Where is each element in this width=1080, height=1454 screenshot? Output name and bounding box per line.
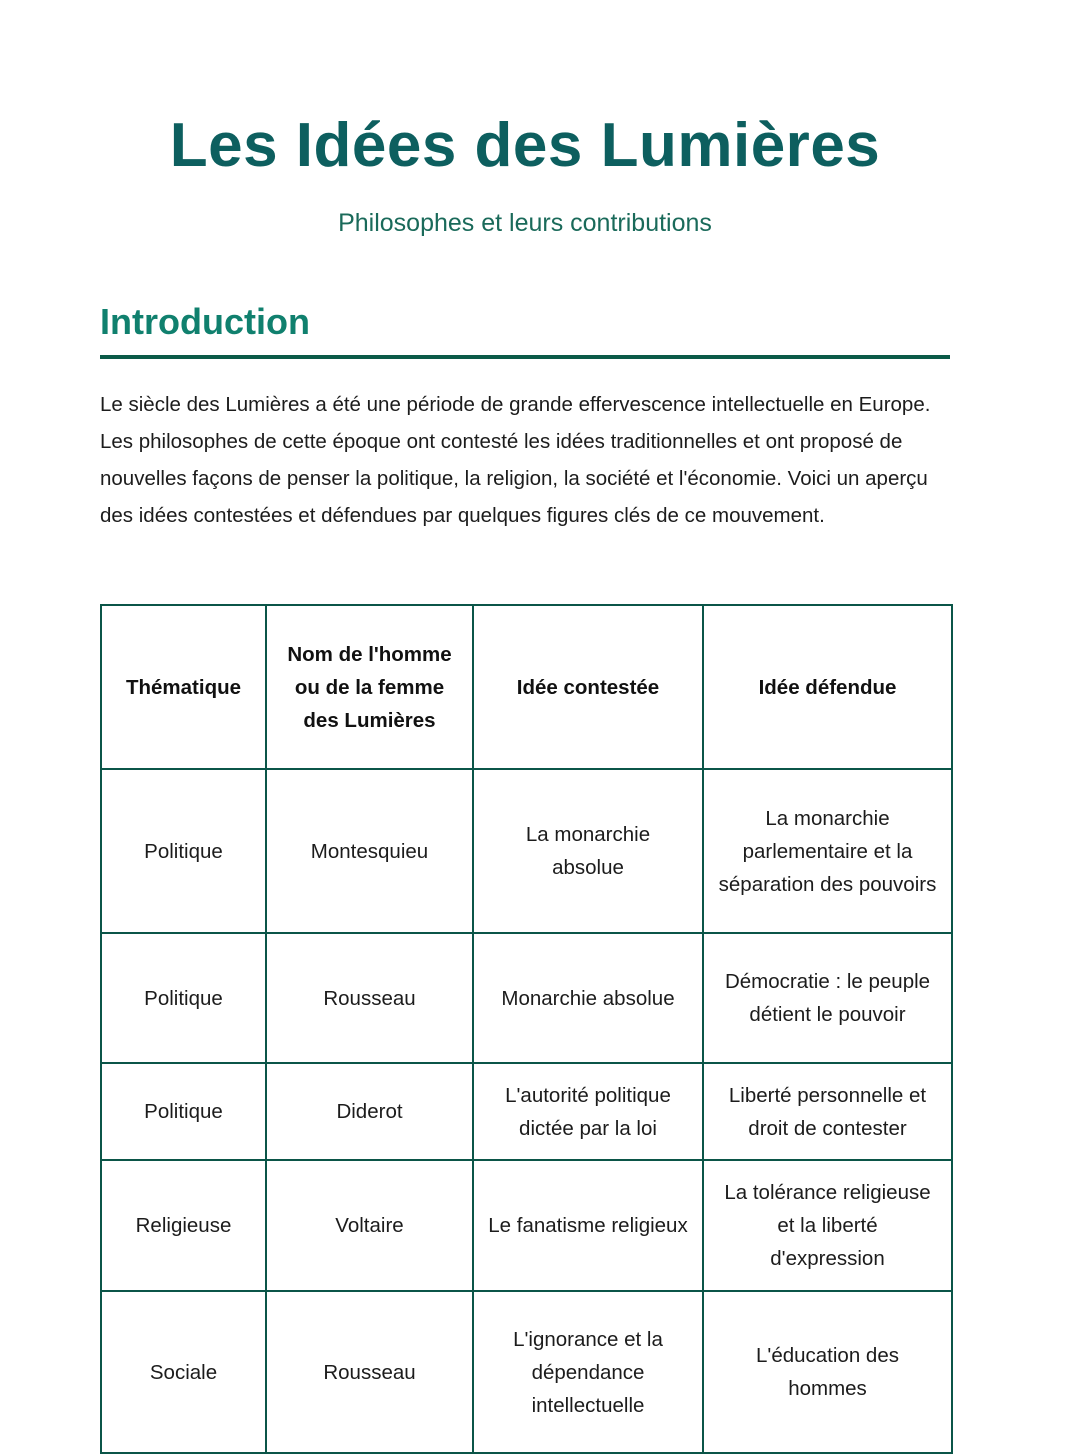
- table-row: [101, 769, 952, 933]
- column-header-idee-contestee: Idée contestée: [473, 605, 703, 769]
- cell-idee-defendue: La tolérance religieuse et la liberté d'expression: [703, 1160, 952, 1291]
- table-row: [101, 1063, 952, 1160]
- column-header-nom: Nom de l'homme ou de la femme des Lumières: [266, 605, 473, 769]
- cell-idee-defendue: La monarchie parlementaire et la séparation des pouvoirs: [703, 769, 952, 933]
- section-divider: [100, 355, 950, 359]
- introduction-paragraph: Le siècle des Lumières a été une période de grande effervescence intellectuelle en Europe. Les philosophes de cette époque ont contesté les idées traditionnelles et ont proposé de nouvelles façons de penser la politique, la religion, la société et l'économie. Voici un aperçu des idées contestées et défendues par quelques figures clés de ce mouvement.: [100, 393, 931, 527]
- cell-idee-contestee: L'ignorance et la dépendance intellectuelle: [473, 1291, 703, 1453]
- section-heading-introduction: Introduction: [100, 301, 310, 342]
- column-header-idee-defendue: Idée défendue: [703, 605, 952, 769]
- cell-thematique: Politique: [101, 769, 266, 933]
- table-row: [101, 933, 952, 1063]
- cell-thematique: Sociale: [101, 1291, 266, 1453]
- cell-nom: Rousseau: [266, 1291, 473, 1453]
- table-header-row: [101, 605, 952, 769]
- column-header-thematique: Thématique: [101, 605, 266, 769]
- ideas-table-container: [100, 604, 953, 1454]
- cell-nom: Montesquieu: [266, 769, 473, 933]
- cell-idee-contestee: Monarchie absolue: [473, 933, 703, 1063]
- cell-thematique: Religieuse: [101, 1160, 266, 1291]
- page-subtitle: Philosophes et leurs contributions: [338, 209, 712, 237]
- page-title: Les Idées des Lumières: [169, 111, 881, 180]
- cell-nom: Voltaire: [266, 1160, 473, 1291]
- cell-thematique: Politique: [101, 933, 266, 1063]
- cell-nom: Diderot: [266, 1063, 473, 1160]
- cell-idee-contestee: Le fanatisme religieux: [473, 1160, 703, 1291]
- cell-idee-defendue: Liberté personnelle et droit de contester: [703, 1063, 952, 1160]
- cell-idee-defendue: L'éducation des hommes: [703, 1291, 952, 1453]
- cell-idee-contestee: La monarchie absolue: [473, 769, 703, 933]
- cell-idee-defendue: Démocratie : le peuple détient le pouvoir: [703, 933, 952, 1063]
- cell-nom: Rousseau: [266, 933, 473, 1063]
- table-row: [101, 1291, 952, 1453]
- cell-idee-contestee: L'autorité politique dictée par la loi: [473, 1063, 703, 1160]
- table-row: [101, 1160, 952, 1291]
- cell-thematique: Politique: [101, 1063, 266, 1160]
- ideas-table: [100, 604, 953, 1454]
